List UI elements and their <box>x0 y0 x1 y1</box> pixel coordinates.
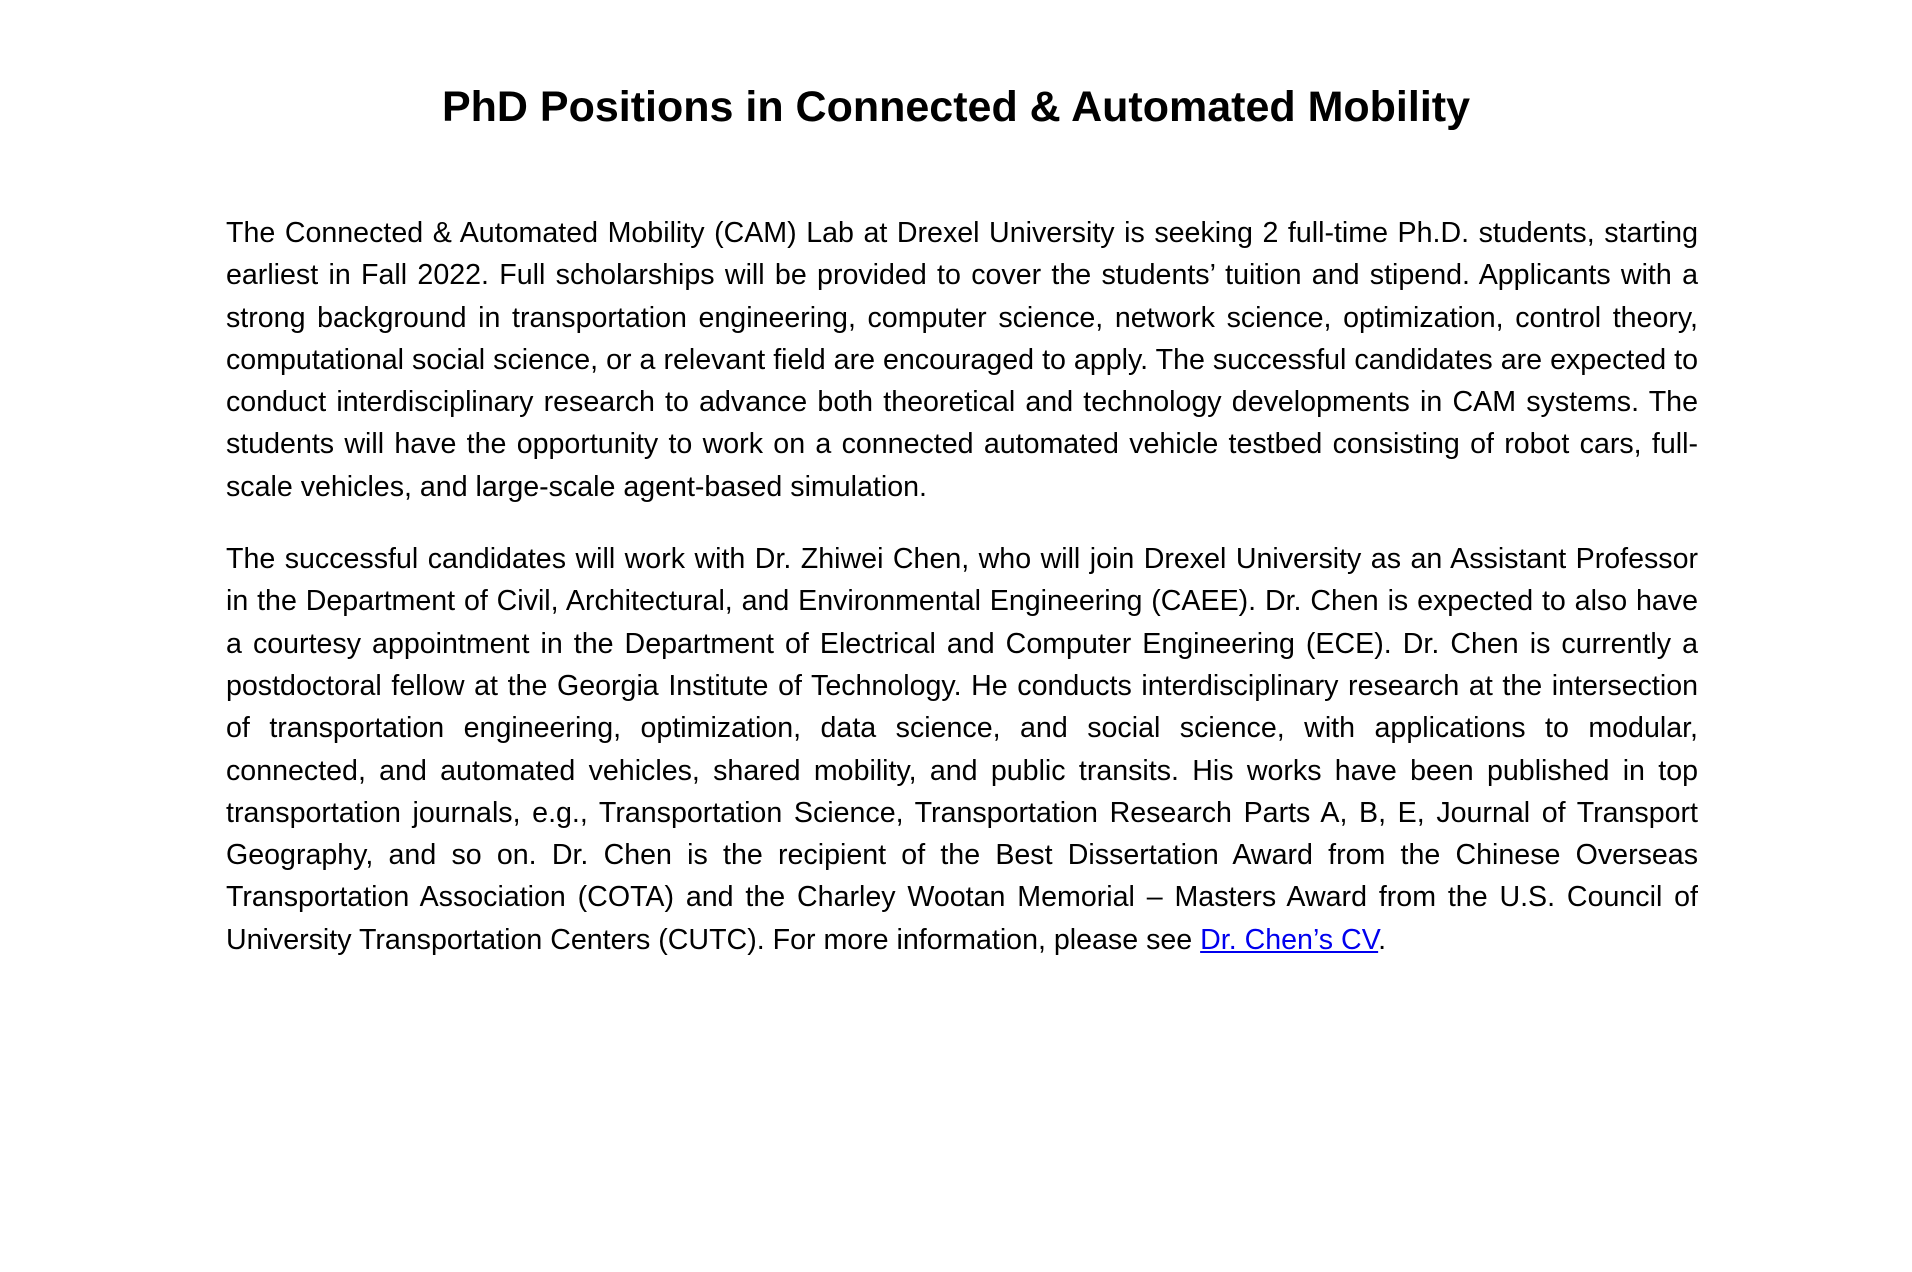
paragraph-lab-positions: The Connected & Automated Mobility (CAM) Lab at Drexel University is seeking 2 full-time Ph.D. students, starting earliest in Fall 2022. Full scholarships will be provided to cover the students’ tuition and stipend. Applicants with a strong background in transportation engineering, computer science, network science, optimization, control theory, computational social science, or a relevant field are encouraged to apply. The successful candidates are expected to conduct interdisciplinary research to advance both theoretical and technology developments in CAM systems. The students will have the opportunity to work on a connected automated vehicle testbed consisting of robot cars, full-scale vehicles, and large-scale agent-based simulation. <box>226 217 1698 503</box>
paragraph-advisor-bio-text: The successful candidates will work with Dr. Zhiwei Chen, who will join Drexel University as an Assistant Professor in the Department of Civil, Architectural, and Environmental Engineering (CAEE). Dr. Chen is expected to also have a courtesy appointment in the Department of Electrical and Computer Engineering (ECE). Dr. Chen is currently a postdoctoral fellow at the Georgia Institute of Technology. He conducts interdisciplinary research at the intersection of transportation engineering, optimization, data science, and social science, with applications to modular, connected, and automated vehicles, shared mobility, and public transits. His works have been published in top transportation journals, e.g., Transportation Science, Transportation Research Parts A, B, E, Journal of Transport Geography, and so on. Dr. Chen is the recipient of the Best Dissertation Award from the Chinese Overseas Transportation Association (COTA) and the Charley Wootan Memorial – Masters Award from the U.S. Council of University Transportation Centers (CUTC). For more information, please see <box>226 543 1698 956</box>
cv-link[interactable]: Dr. Chen’s CV <box>1200 923 1379 956</box>
paragraph-advisor-bio <box>226 538 1698 961</box>
paragraph-end-period: . <box>1378 923 1387 956</box>
page-title: PhD Positions in Connected & Automated Mobility <box>441 82 1471 131</box>
document-body <box>226 212 1698 961</box>
